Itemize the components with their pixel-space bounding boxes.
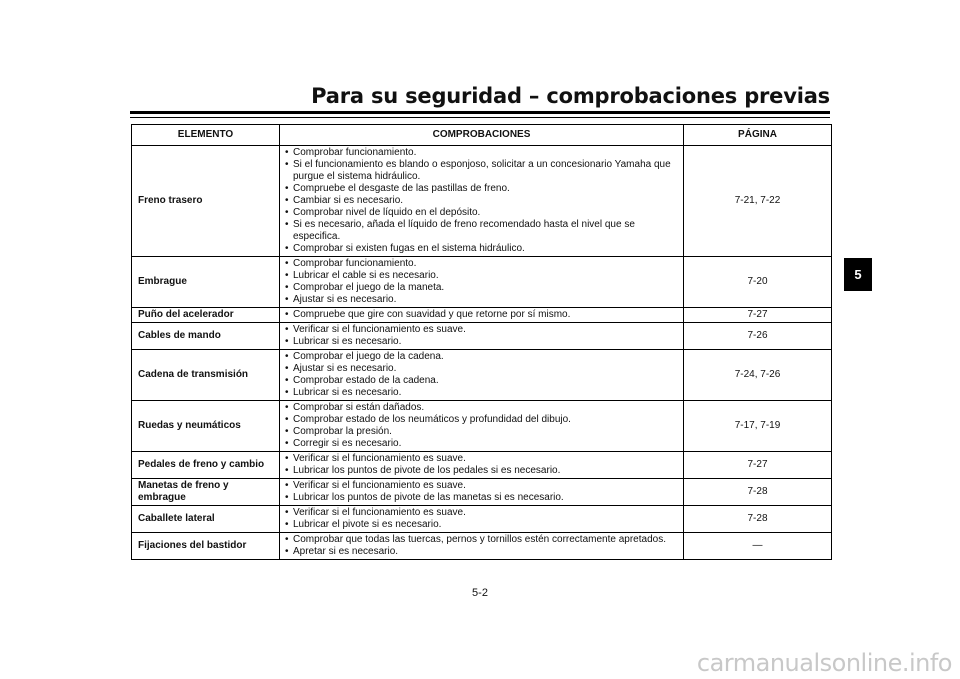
- check-item: • Lubricar si es necesario.: [284, 387, 679, 399]
- table-row: [132, 452, 832, 479]
- row-item: Ruedas y neumáticos: [132, 401, 280, 452]
- check-item: • Corregir si es necesario.: [284, 438, 679, 450]
- page-title: Para su seguridad – comprobaciones previas: [311, 84, 830, 108]
- check-item: • Lubricar los puntos de pivote de los pedales si es necesario.: [284, 465, 679, 477]
- title-rule-thin: [130, 117, 830, 118]
- check-item: • Comprobar la presión.: [284, 426, 679, 438]
- row-page: 7-24, 7-26: [684, 350, 832, 401]
- row-item: Caballete lateral: [132, 506, 280, 533]
- column-header-checks: COMPROBACIONES: [280, 125, 684, 146]
- table-row: [132, 506, 832, 533]
- check-item: • Comprobar nivel de líquido en el depósito.: [284, 207, 679, 219]
- check-item: • Verificar si el funcionamiento es suave.: [284, 480, 679, 492]
- check-item: • Comprobar si existen fugas en el sistema hidráulico.: [284, 243, 679, 255]
- row-item: Fijaciones del bastidor: [132, 533, 280, 560]
- check-item: • Comprobar estado de la cadena.: [284, 375, 679, 387]
- watermark: carmanualsonline.info: [696, 649, 952, 677]
- check-item: • Verificar si el funcionamiento es suave.: [284, 324, 679, 336]
- row-checks: [280, 350, 684, 401]
- column-header-page: PÁGINA: [684, 125, 832, 146]
- row-item: Pedales de freno y cambio: [132, 452, 280, 479]
- row-item: Puño del acelerador: [132, 308, 280, 323]
- table-row: [132, 350, 832, 401]
- row-item: Embrague: [132, 257, 280, 308]
- table-row: [132, 479, 832, 506]
- row-item: Freno trasero: [132, 146, 280, 257]
- check-item: • Apretar si es necesario.: [284, 546, 679, 558]
- check-item: • Compruebe que gire con suavidad y que retorne por sí mismo.: [284, 309, 679, 321]
- table-row: [132, 401, 832, 452]
- page-number: 5-2: [472, 587, 488, 599]
- check-item: • Lubricar el pivote si es necesario.: [284, 519, 679, 531]
- check-item: • Compruebe el desgaste de las pastillas de freno.: [284, 183, 679, 195]
- check-item: • Ajustar si es necesario.: [284, 294, 679, 306]
- check-item: • Verificar si el funcionamiento es suave.: [284, 453, 679, 465]
- row-checks: [280, 533, 684, 560]
- row-page: 7-27: [684, 452, 832, 479]
- row-checks: [280, 401, 684, 452]
- row-checks: [280, 506, 684, 533]
- row-checks: [280, 479, 684, 506]
- check-item: • Comprobar el juego de la maneta.: [284, 282, 679, 294]
- check-item: • Si el funcionamiento es blando o esponjoso, solicitar a un concesionario Yamaha que purgue el sistema hidráulico.: [284, 159, 679, 183]
- table-row: [132, 533, 832, 560]
- table-row: [132, 323, 832, 350]
- pre-ride-checks-table: [131, 124, 832, 560]
- check-item: • Comprobar si están dañados.: [284, 402, 679, 414]
- check-item: • Verificar si el funcionamiento es suave.: [284, 507, 679, 519]
- check-item: • Cambiar si es necesario.: [284, 195, 679, 207]
- check-item: • Lubricar los puntos de pivote de las manetas si es necesario.: [284, 492, 679, 504]
- row-page: 7-26: [684, 323, 832, 350]
- check-item: • Comprobar funcionamiento.: [284, 258, 679, 270]
- check-item: • Lubricar el cable si es necesario.: [284, 270, 679, 282]
- check-item: • Comprobar el juego de la cadena.: [284, 351, 679, 363]
- row-checks: [280, 452, 684, 479]
- row-item: Manetas de freno y embrague: [132, 479, 280, 506]
- check-item: • Ajustar si es necesario.: [284, 363, 679, 375]
- chapter-tab: 5: [844, 258, 872, 291]
- row-page: 7-21, 7-22: [684, 146, 832, 257]
- title-rule-thick: [130, 111, 830, 114]
- row-page: 7-27: [684, 308, 832, 323]
- row-checks: [280, 146, 684, 257]
- row-item: Cables de mando: [132, 323, 280, 350]
- table-row: [132, 257, 832, 308]
- row-item: Cadena de transmisión: [132, 350, 280, 401]
- check-item: • Lubricar si es necesario.: [284, 336, 679, 348]
- check-item: • Comprobar estado de los neumáticos y profundidad del dibujo.: [284, 414, 679, 426]
- row-checks: [280, 257, 684, 308]
- table-header-row: [132, 125, 832, 146]
- row-checks: [280, 323, 684, 350]
- check-item: • Si es necesario, añada el líquido de freno recomendado hasta el nivel que se especifica.: [284, 219, 679, 243]
- row-page: 7-17, 7-19: [684, 401, 832, 452]
- row-page: 7-28: [684, 479, 832, 506]
- row-page: —: [684, 533, 832, 560]
- check-item: • Comprobar que todas las tuercas, pernos y tornillos estén correctamente apretados.: [284, 534, 679, 546]
- row-checks: [280, 308, 684, 323]
- row-page: 7-20: [684, 257, 832, 308]
- check-item: • Comprobar funcionamiento.: [284, 147, 679, 159]
- row-page: 7-28: [684, 506, 832, 533]
- table-row: [132, 146, 832, 257]
- table-row: [132, 308, 832, 323]
- column-header-item: ELEMENTO: [132, 125, 280, 146]
